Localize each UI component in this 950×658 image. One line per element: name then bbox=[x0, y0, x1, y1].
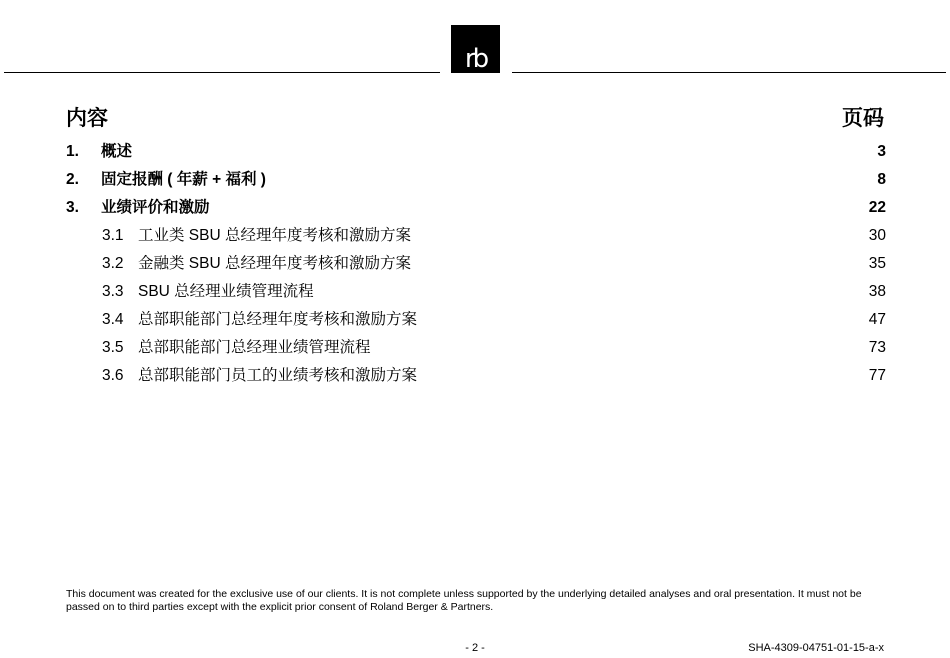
footer bbox=[0, 642, 950, 656]
toc-number: 1. bbox=[66, 143, 79, 160]
toc-page: 22 bbox=[868, 199, 886, 216]
logo-text: rb bbox=[464, 44, 487, 74]
toc-row bbox=[66, 334, 886, 362]
table-of-contents bbox=[66, 138, 886, 390]
page-heading: 页码 bbox=[842, 107, 884, 130]
toc-row bbox=[66, 138, 886, 166]
toc-title: 概述 bbox=[101, 143, 133, 160]
company-logo bbox=[451, 25, 500, 73]
toc-title: 总部职能部门员工的业绩考核和激励方案 bbox=[138, 367, 418, 384]
toc-title: 总部职能部门总经理业绩管理流程 bbox=[138, 339, 371, 356]
header-rule-right bbox=[512, 72, 946, 73]
toc-number: 3.5 bbox=[102, 339, 124, 356]
toc-title: 工业类 SBU 总经理年度考核和激励方案 bbox=[138, 227, 411, 244]
toc-page: 35 bbox=[868, 255, 886, 272]
toc-title: 金融类 SBU 总经理年度考核和激励方案 bbox=[138, 255, 411, 272]
toc-page: 47 bbox=[868, 311, 886, 328]
toc-row bbox=[66, 250, 886, 278]
page-number: - 2 - bbox=[465, 642, 485, 654]
toc-title: 总部职能部门总经理年度考核和激励方案 bbox=[138, 311, 418, 328]
contents-heading: 内容 bbox=[66, 107, 108, 130]
document-code: SHA-4309-04751-01-15-a-x bbox=[748, 642, 884, 654]
toc-row bbox=[66, 362, 886, 390]
toc-page: 3 bbox=[877, 143, 886, 160]
toc-title: SBU 总经理业绩管理流程 bbox=[138, 283, 314, 300]
toc-row bbox=[66, 222, 886, 250]
toc-number: 3.4 bbox=[102, 311, 124, 328]
toc-number: 3. bbox=[66, 199, 79, 216]
toc-page: 30 bbox=[868, 227, 886, 244]
toc-number: 3.3 bbox=[102, 283, 124, 300]
toc-page: 38 bbox=[868, 283, 886, 300]
toc-number: 3.2 bbox=[102, 255, 124, 272]
toc-title: 业绩评价和激励 bbox=[101, 199, 210, 216]
toc-header bbox=[66, 100, 884, 130]
header-rule-left bbox=[4, 72, 440, 73]
toc-number: 3.6 bbox=[102, 367, 124, 384]
toc-page: 73 bbox=[868, 339, 886, 356]
toc-number: 3.1 bbox=[102, 227, 124, 244]
toc-row bbox=[66, 306, 886, 334]
toc-row bbox=[66, 194, 886, 222]
toc-page: 8 bbox=[877, 171, 886, 188]
toc-row bbox=[66, 166, 886, 194]
disclaimer-text: This document was created for the exclusive use of our clients. It is not complete unless supported by the underlying detailed analyses and oral presentation. It must not be passed on to third parties except with the explicit prior consent of Roland Berger & Partners. bbox=[66, 588, 862, 613]
toc-number: 2. bbox=[66, 171, 79, 188]
toc-title: 固定报酬 ( 年薪 + 福利 ) bbox=[101, 171, 266, 188]
toc-row bbox=[66, 278, 886, 306]
toc-page: 77 bbox=[868, 367, 886, 384]
